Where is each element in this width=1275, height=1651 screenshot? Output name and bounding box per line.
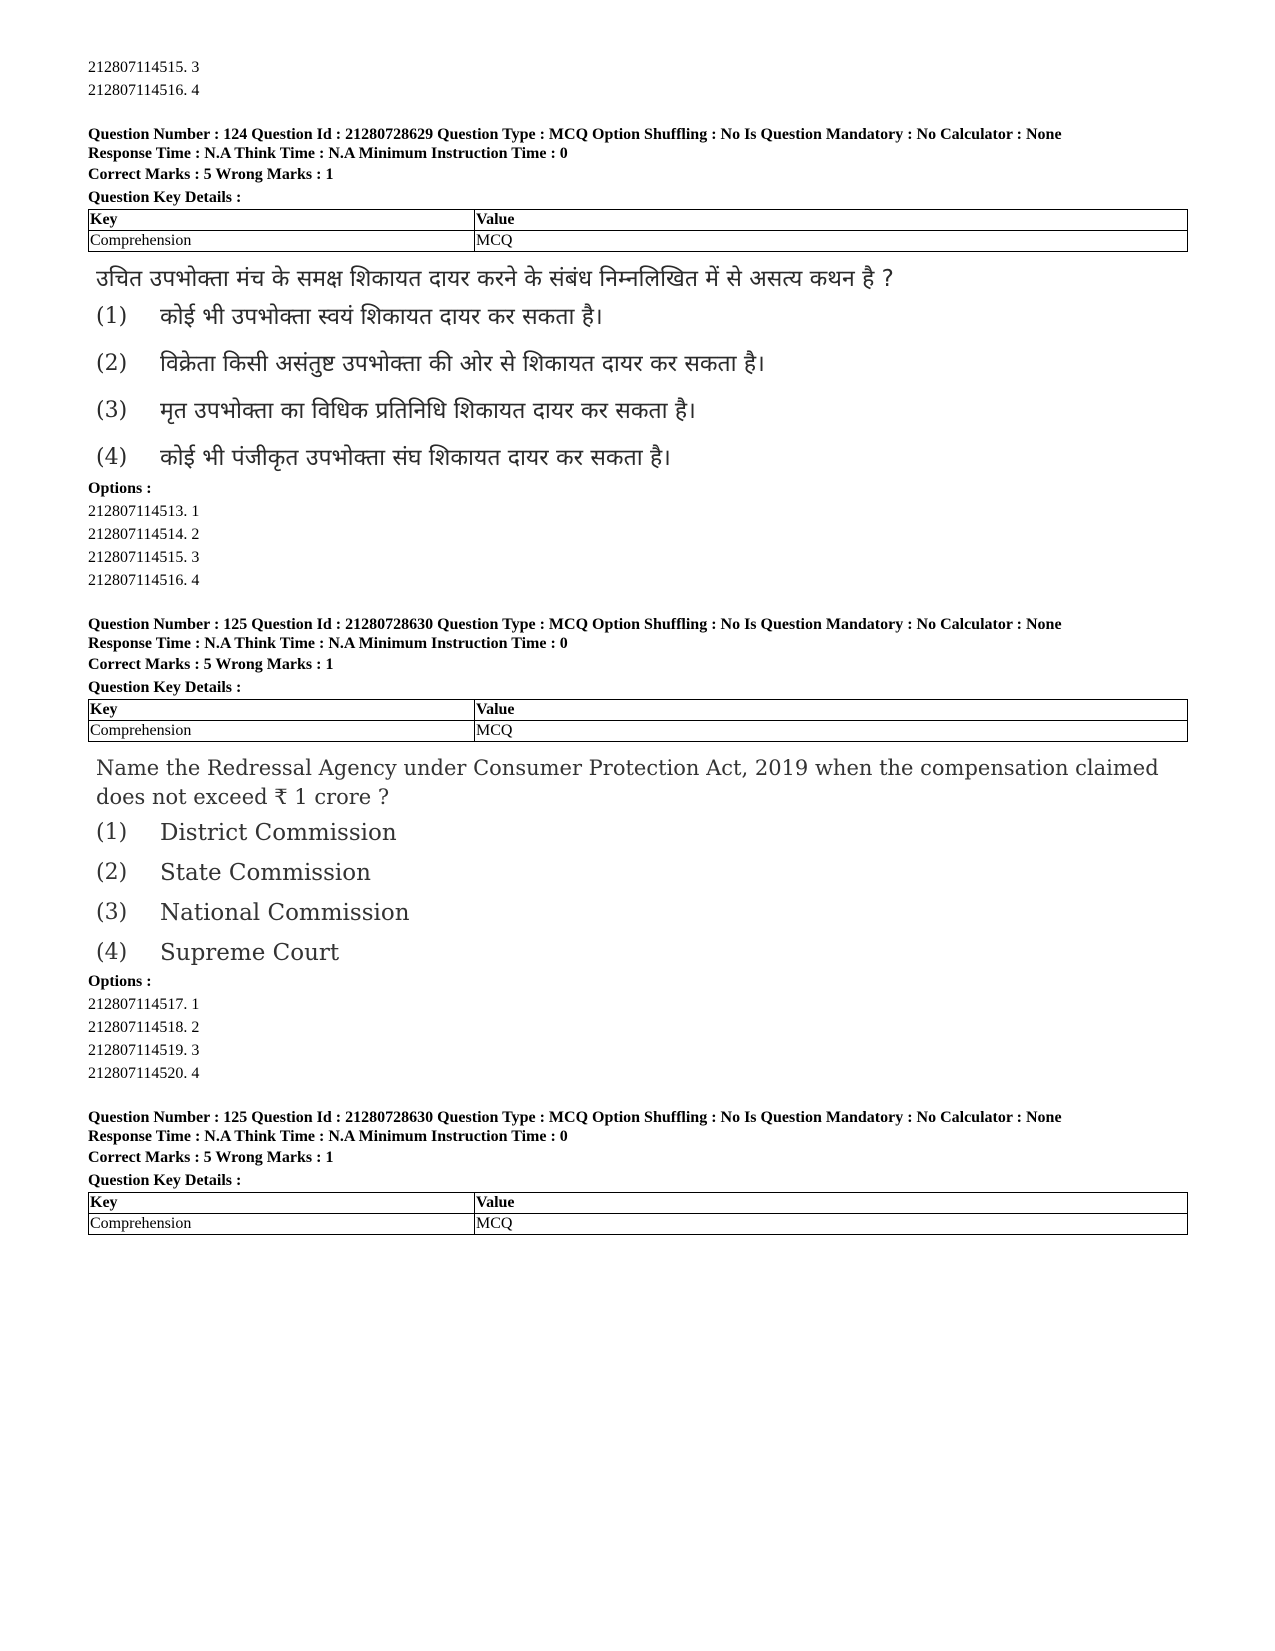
option-line: 212807114516. 4: [88, 572, 200, 589]
choice-number: (1): [96, 304, 128, 329]
question-meta-line-2: Response Time : N.A Think Time : N.A Minimum Instruction Time : 0: [88, 635, 568, 652]
question-meta-line-1: Question Number : 125 Question Id : 21280728630 Question Type : MCQ Option Shuffling : No Is Question Mandatory : No Calculator : None: [88, 1109, 1062, 1126]
choice-text: कोई भी पंजीकृत उपभोक्ता संघ शिकायत दायर कर सकता है।: [160, 445, 671, 471]
key-details-table: [88, 699, 1188, 742]
option-line: 212807114520. 4: [88, 1065, 200, 1082]
question-image-english: [96, 754, 1188, 968]
question-stem: [96, 754, 1188, 812]
table-cell-key: Comprehension: [89, 231, 475, 252]
choice-item: [96, 938, 1188, 968]
choice-text: District Commission: [160, 820, 397, 846]
key-details-table: [88, 209, 1188, 252]
table-header-key: Key: [89, 700, 475, 721]
table-header-value: Value: [475, 1193, 1188, 1214]
question-stem-line-1: Name the Redressal Agency under Consumer Protection Act, 2019 when the compensation claimed: [96, 756, 1159, 780]
choice-text: कोई भी उपभोक्ता स्वयं शिकायत दायर कर सकता है।: [160, 304, 603, 330]
question-meta-line-1: Question Number : 124 Question Id : 21280728629 Question Type : MCQ Option Shuffling : No Is Question Mandatory : No Calculator : None: [88, 126, 1062, 143]
choice-text: State Commission: [160, 860, 371, 886]
marks-line: Correct Marks : 5 Wrong Marks : 1: [88, 166, 334, 183]
choice-item: [96, 396, 1188, 426]
table-row: [89, 231, 1188, 252]
option-line: 212807114515. 3: [88, 549, 200, 566]
question-stem: उचित उपभोक्ता मंच के समक्ष शिकायत दायर करने के संबंध निम्नलिखित में से असत्य कथन है ?: [96, 266, 894, 292]
prev-options-list: [88, 56, 1188, 102]
option-line: 212807114513. 1: [88, 503, 200, 520]
marks-line: Correct Marks : 5 Wrong Marks : 1: [88, 1149, 334, 1166]
choice-text: विक्रेता किसी असंतुष्ट उपभोक्ता की ओर से शिकायत दायर कर सकता है।: [160, 351, 765, 377]
option-line: 212807114516. 4: [88, 82, 200, 99]
choice-item: [96, 443, 1188, 473]
choice-item: [96, 302, 1188, 332]
document-page: [88, 56, 1188, 1235]
table-row: [89, 1214, 1188, 1235]
table-cell-value: MCQ: [475, 231, 1188, 252]
option-line: 212807114518. 2: [88, 1019, 200, 1036]
choice-number: (3): [96, 398, 128, 423]
choice-item: [96, 349, 1188, 379]
option-line: 212807114519. 3: [88, 1042, 200, 1059]
question-block-125: [88, 615, 1188, 1085]
table-header-value: Value: [475, 210, 1188, 231]
choice-item: [96, 818, 1188, 848]
question-block-124: [88, 125, 1188, 592]
question-meta-line-1: Question Number : 125 Question Id : 21280728630 Question Type : MCQ Option Shuffling : No Is Question Mandatory : No Calculator : None: [88, 616, 1062, 633]
option-line: 212807114514. 2: [88, 526, 200, 543]
choice-item: [96, 898, 1188, 928]
table-header-row: [89, 1193, 1188, 1214]
question-block-125-repeat: [88, 1108, 1188, 1235]
table-cell-value: MCQ: [475, 721, 1188, 742]
options-label: Options :: [88, 480, 152, 497]
question-meta-line-2: Response Time : N.A Think Time : N.A Minimum Instruction Time : 0: [88, 145, 568, 162]
key-details-label: Question Key Details :: [88, 189, 242, 206]
key-details-table: [88, 1192, 1188, 1235]
table-cell-key: Comprehension: [89, 721, 475, 742]
choice-number: (1): [96, 820, 128, 845]
table-header-row: [89, 210, 1188, 231]
table-header-key: Key: [89, 1193, 475, 1214]
options-label: Options :: [88, 973, 152, 990]
question-meta-line-2: Response Time : N.A Think Time : N.A Minimum Instruction Time : 0: [88, 1128, 568, 1145]
table-header-key: Key: [89, 210, 475, 231]
table-header-value: Value: [475, 700, 1188, 721]
table-cell-key: Comprehension: [89, 1214, 475, 1235]
question-image-hindi: [96, 264, 1188, 473]
question-stem-line-2: does not exceed ₹ 1 crore ?: [96, 785, 390, 809]
choice-number: (2): [96, 351, 128, 376]
choice-number: (3): [96, 900, 128, 925]
key-details-label: Question Key Details :: [88, 1172, 242, 1189]
marks-line: Correct Marks : 5 Wrong Marks : 1: [88, 656, 334, 673]
table-row: [89, 721, 1188, 742]
choice-text: Supreme Court: [160, 940, 340, 966]
option-line: 212807114517. 1: [88, 996, 200, 1013]
choice-text: मृत उपभोक्ता का विधिक प्रतिनिधि शिकायत दायर कर सकता है।: [160, 398, 696, 424]
choice-item: [96, 858, 1188, 888]
table-cell-value: MCQ: [475, 1214, 1188, 1235]
table-header-row: [89, 700, 1188, 721]
choice-number: (4): [96, 940, 128, 965]
key-details-label: Question Key Details :: [88, 679, 242, 696]
option-line: 212807114515. 3: [88, 59, 200, 76]
choice-number: (2): [96, 860, 128, 885]
choice-number: (4): [96, 445, 128, 470]
choice-text: National Commission: [160, 900, 410, 926]
